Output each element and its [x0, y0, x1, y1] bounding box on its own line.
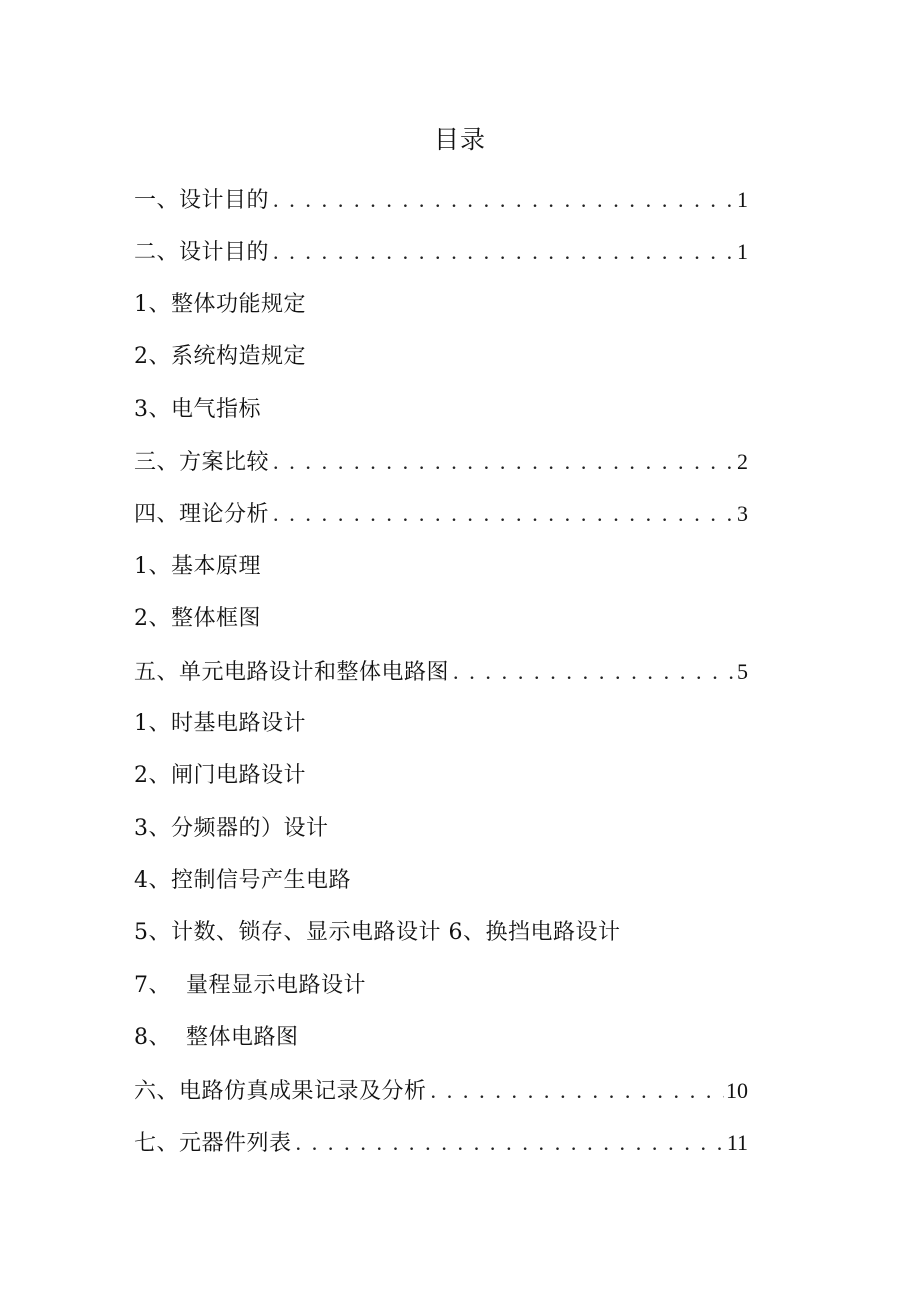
toc-entry[interactable]: [134, 1012, 748, 1064]
toc-entry-label: 六、电路仿真成果记录及分析: [134, 1078, 427, 1104]
toc-entry[interactable]: [134, 488, 748, 540]
toc-page-number: 11: [726, 1130, 748, 1156]
toc-entry[interactable]: [134, 1117, 748, 1169]
toc-entry[interactable]: [134, 907, 748, 959]
toc-entry[interactable]: [134, 541, 748, 593]
toc-entry-label: 七、元器件列表: [134, 1131, 292, 1157]
toc-page-number: 10: [726, 1077, 748, 1103]
toc-page-number: 2: [737, 448, 748, 474]
toc-entry[interactable]: [134, 331, 748, 383]
toc-page-number: 3: [737, 501, 748, 527]
toc-entry-label: 二、设计目的: [134, 240, 270, 266]
toc-entry[interactable]: [134, 960, 748, 1012]
toc-entry[interactable]: [134, 750, 748, 802]
toc-leader-dots: [269, 226, 735, 278]
toc-entry[interactable]: [134, 593, 748, 645]
toc-leader-dots: [427, 1065, 724, 1117]
toc-entry[interactable]: [134, 803, 748, 855]
toc-entry-label: 5、计数、锁存、显示电路设计 6、换挡电路设计: [134, 920, 621, 946]
toc-leader-dots: [269, 436, 735, 488]
toc-entry-label: 3、电气指标: [134, 396, 261, 422]
toc-entry-label: 3、分频器的）设计: [134, 815, 329, 841]
toc-entry[interactable]: [134, 646, 748, 698]
toc-entry[interactable]: [134, 855, 748, 907]
toc-page-number: 5: [737, 658, 748, 684]
table-of-contents: [134, 174, 748, 1169]
toc-entry-label: 1、时基电路设计: [134, 710, 306, 736]
toc-entry-label: 4、控制信号产生电路: [134, 868, 351, 894]
page-title: 目录: [433, 125, 486, 154]
toc-entry-label: 1、基本原理: [134, 553, 261, 579]
toc-entry-label: 三、方案比较: [134, 449, 270, 475]
toc-entry-label: 四、理论分析: [134, 502, 270, 528]
toc-leader-dots: [269, 488, 735, 540]
toc-entry-label: 7、 量程显示电路设计: [134, 972, 366, 998]
toc-leader-dots: [269, 174, 735, 226]
toc-entry-label: 2、整体框图: [134, 606, 261, 632]
toc-page-number: 1: [737, 187, 748, 212]
toc-entry[interactable]: [134, 436, 748, 488]
toc-entry[interactable]: [134, 384, 748, 436]
toc-page-number: 1: [737, 239, 748, 265]
toc-leader-dots: [292, 1117, 725, 1169]
toc-entry[interactable]: [134, 1065, 748, 1117]
toc-entry-label: 2、闸门电路设计: [134, 763, 306, 789]
toc-entry[interactable]: [134, 174, 748, 226]
toc-entry-label: 五、单元电路设计和整体电路图: [134, 659, 450, 685]
toc-entry[interactable]: [134, 698, 748, 750]
toc-entry-label: 8、 整体电路图: [134, 1025, 299, 1051]
toc-entry-label: 一、设计目的: [134, 188, 270, 213]
toc-entry-label: 1、整体功能规定: [134, 291, 306, 317]
toc-entry[interactable]: [134, 226, 748, 278]
toc-entry-label: 2、系统构造规定: [134, 344, 306, 370]
toc-entry[interactable]: [134, 279, 748, 331]
toc-leader-dots: [449, 646, 735, 698]
